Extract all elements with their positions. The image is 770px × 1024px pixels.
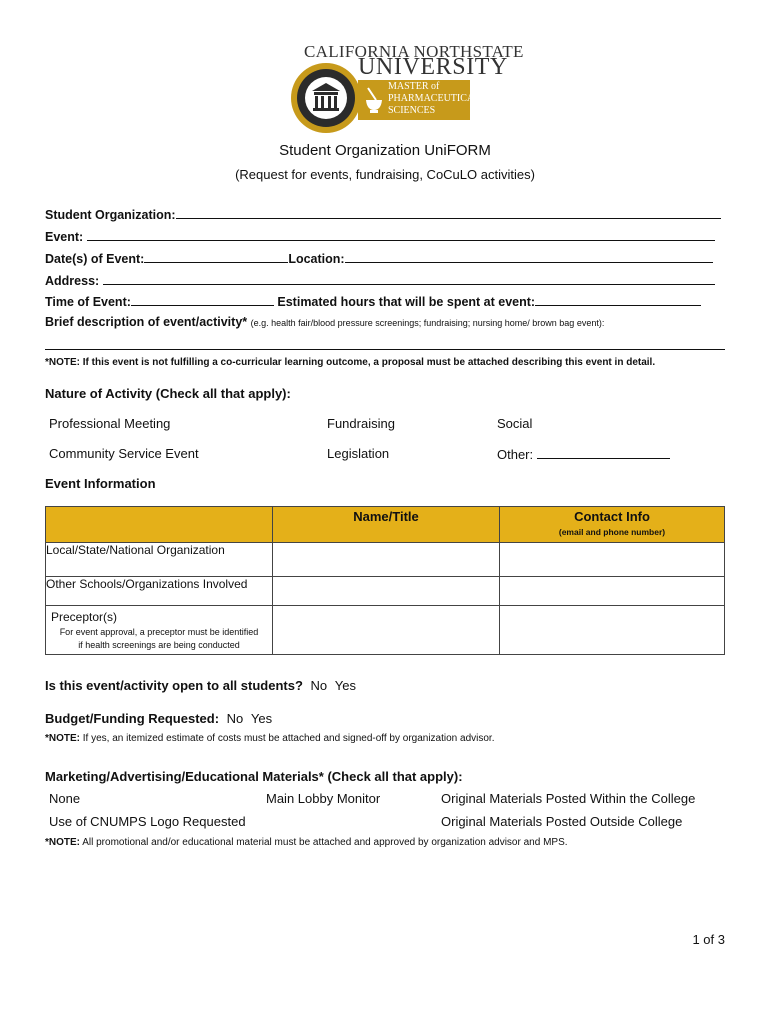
university-logo	[290, 62, 362, 139]
org-contact-cell[interactable]	[500, 543, 725, 577]
time-label: Time of Event:	[45, 295, 131, 309]
option-label: Other:	[497, 447, 534, 462]
schools-contact-cell[interactable]	[500, 577, 725, 606]
logo-line2: UNIVERSITY	[358, 54, 508, 80]
dates-row	[45, 250, 713, 266]
note-prefix: *NOTE:	[45, 837, 80, 848]
option-label: None	[49, 791, 81, 806]
note-promotional	[45, 837, 568, 848]
schools-name-cell[interactable]	[273, 577, 500, 606]
program-line1: MASTER of	[388, 81, 440, 92]
note-proposal: *NOTE: If this event is not fulfilling a co-curricular learning outcome, a proposal must be attached describing this event in detail.	[45, 357, 656, 368]
program-line2: PHARMACEUTICAL	[388, 93, 481, 104]
form-title: Student Organization UniFORM	[279, 142, 491, 159]
brief-row	[45, 315, 604, 329]
location-label: Location:	[288, 252, 345, 266]
checkbox-materials-outside[interactable]	[437, 814, 682, 829]
option-label: Fundraising	[327, 416, 395, 431]
student-org-field[interactable]	[176, 206, 721, 219]
contact-info-sub: (email and phone number)	[558, 527, 666, 537]
option-label: Original Materials Posted Outside College	[441, 814, 683, 829]
checkbox-other[interactable]	[493, 446, 670, 462]
header-empty-cell	[46, 507, 273, 543]
hours-field[interactable]	[535, 293, 701, 306]
checkbox-cnumps-logo[interactable]	[45, 814, 246, 829]
seal-icon	[290, 62, 362, 134]
open-question-row	[45, 678, 356, 693]
preceptor-name-cell[interactable]	[273, 606, 500, 655]
checkbox-legislation[interactable]	[323, 446, 389, 461]
other-field[interactable]	[537, 446, 670, 459]
option-label: Legislation	[327, 446, 390, 461]
hours-label: Estimated hours that will be spent at event:	[277, 295, 536, 309]
note-prefix: *NOTE:	[45, 733, 80, 744]
org-name-cell[interactable]	[273, 543, 500, 577]
marketing-heading: Marketing/Advertising/Educational Materials* (Check all that apply):	[45, 769, 463, 784]
program-name	[388, 81, 480, 117]
event-info-heading: Event Information	[45, 476, 156, 491]
contact-info-label: Contact Info	[574, 509, 650, 524]
preceptor-note-2: if health screenings are being conducted	[78, 640, 240, 650]
checkbox-main-lobby-monitor[interactable]	[262, 791, 380, 806]
header-contact-info	[500, 507, 725, 543]
dates-label: Date(s) of Event:	[45, 252, 145, 266]
form-subtitle: (Request for events, fundraising, CoCuLO activities)	[235, 167, 535, 182]
event-field[interactable]	[87, 228, 715, 241]
open-no-checkbox[interactable]	[307, 678, 328, 693]
preceptor-contact-cell[interactable]	[500, 606, 725, 655]
open-question-label: Is this event/activity open to all students?	[45, 678, 303, 693]
note-budget	[45, 733, 495, 744]
option-label: Social	[497, 416, 533, 431]
address-label: Address:	[45, 274, 100, 288]
event-row	[45, 228, 715, 244]
time-row	[45, 293, 701, 309]
budget-no-checkbox[interactable]	[223, 711, 244, 726]
table-row	[46, 577, 725, 606]
budget-question-row	[45, 711, 272, 726]
no-label: No	[310, 678, 328, 693]
row-label-organization: Local/State/National Organization	[46, 543, 273, 577]
row-label-other-schools: Other Schools/Organizations Involved	[46, 577, 273, 606]
row-label-preceptor: Preceptor(s)	[51, 610, 118, 624]
event-label: Event:	[45, 230, 84, 244]
checkbox-materials-within[interactable]	[437, 791, 695, 806]
budget-yes-checkbox[interactable]	[247, 711, 272, 726]
note-text: If yes, an itemized estimate of costs must be attached and signed-off by organization advisor.	[80, 733, 495, 744]
event-info-table	[45, 506, 725, 655]
address-field[interactable]	[103, 272, 715, 285]
table-header-row	[46, 507, 725, 543]
open-yes-checkbox[interactable]	[331, 678, 356, 693]
note-text: All promotional and/or educational material must be attached and approved by organization advisor and MPS.	[80, 837, 568, 848]
logo-line1: CALIFORNIA NORTHSTATE	[304, 42, 524, 61]
student-org-label: Student Organization:	[45, 208, 176, 222]
checkbox-professional-meeting[interactable]	[45, 416, 170, 431]
budget-question-label: Budget/Funding Requested:	[45, 711, 220, 726]
checkbox-fundraising[interactable]	[323, 416, 395, 431]
checkbox-none[interactable]	[45, 791, 80, 806]
checkbox-social[interactable]	[493, 416, 532, 431]
student-org-row	[45, 206, 721, 222]
row-label-preceptor-cell	[46, 606, 273, 655]
option-label: Original Materials Posted Within the College	[441, 791, 696, 806]
brief-label: Brief description of event/activity*	[45, 315, 248, 329]
page-number: 1 of 3	[692, 932, 725, 947]
brief-hint: (e.g. health fair/blood pressure screenings; fundraising; nursing home/ brown bag event):	[250, 318, 605, 328]
option-label: Community Service Event	[49, 446, 199, 461]
mortar-pestle-icon	[364, 86, 384, 114]
yes-label: Yes	[334, 678, 356, 693]
location-field[interactable]	[345, 250, 713, 263]
nature-heading: Nature of Activity (Check all that apply):	[45, 386, 291, 401]
program-line3: SCIENCES	[388, 105, 436, 116]
preceptor-note-1: For event approval, a preceptor must be identified	[59, 627, 259, 637]
yes-label: Yes	[250, 711, 273, 726]
table-row	[46, 606, 725, 655]
header-name-title: Name/Title	[273, 507, 500, 543]
time-field[interactable]	[131, 293, 274, 306]
dates-field[interactable]	[144, 250, 288, 263]
brief-field[interactable]	[45, 349, 725, 350]
option-label: Main Lobby Monitor	[266, 791, 381, 806]
option-label: Professional Meeting	[49, 416, 171, 431]
checkbox-community-service[interactable]	[45, 446, 199, 461]
no-label: No	[226, 711, 244, 726]
table-row	[46, 543, 725, 577]
address-row	[45, 272, 715, 288]
option-label: Use of CNUMPS Logo Requested	[49, 814, 246, 829]
